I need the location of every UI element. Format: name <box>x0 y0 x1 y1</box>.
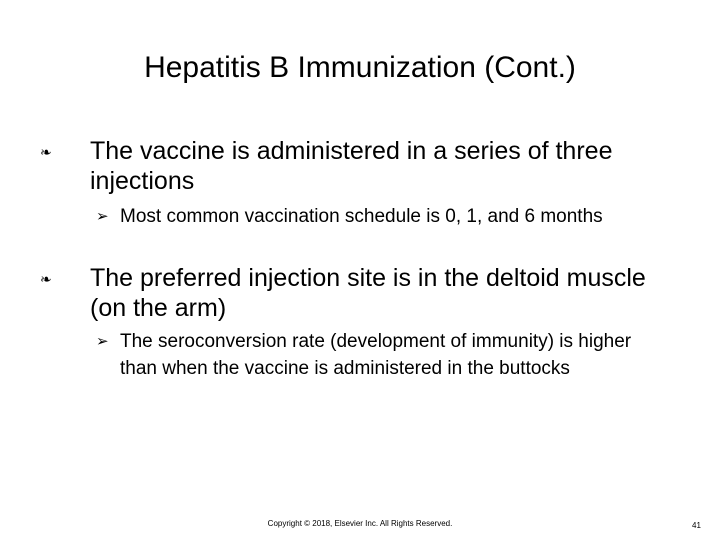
copyright-footer: Copyright © 2018, Elsevier Inc. All Rights Reserved. <box>267 519 453 528</box>
bullet-item-1 <box>40 136 650 196</box>
sub-bullet-item-2 <box>96 328 640 382</box>
leaf-bullet-icon: ❧ <box>40 271 52 287</box>
page-number: 41 <box>692 521 701 530</box>
bullet-text: The preferred injection site is in the deltoid muscle (on the arm) <box>90 264 646 322</box>
bullet-item-2 <box>40 263 650 323</box>
bullet-text: The vaccine is administered in a series of three injections <box>90 137 613 195</box>
sub-bullet-text: Most common vaccination schedule is 0, 1, and 6 months <box>120 206 603 227</box>
sub-bullet-item-1 <box>96 203 640 230</box>
sub-bullet-text: The seroconversion rate (development of immunity) is higher than when the vaccine is administered in the buttocks <box>120 331 632 379</box>
arrowhead-bullet-icon: ➢ <box>96 208 109 225</box>
leaf-bullet-icon: ❧ <box>40 144 52 160</box>
arrowhead-bullet-icon: ➢ <box>96 333 109 350</box>
slide-title: Hepatitis B Immunization (Cont.) <box>144 51 576 84</box>
